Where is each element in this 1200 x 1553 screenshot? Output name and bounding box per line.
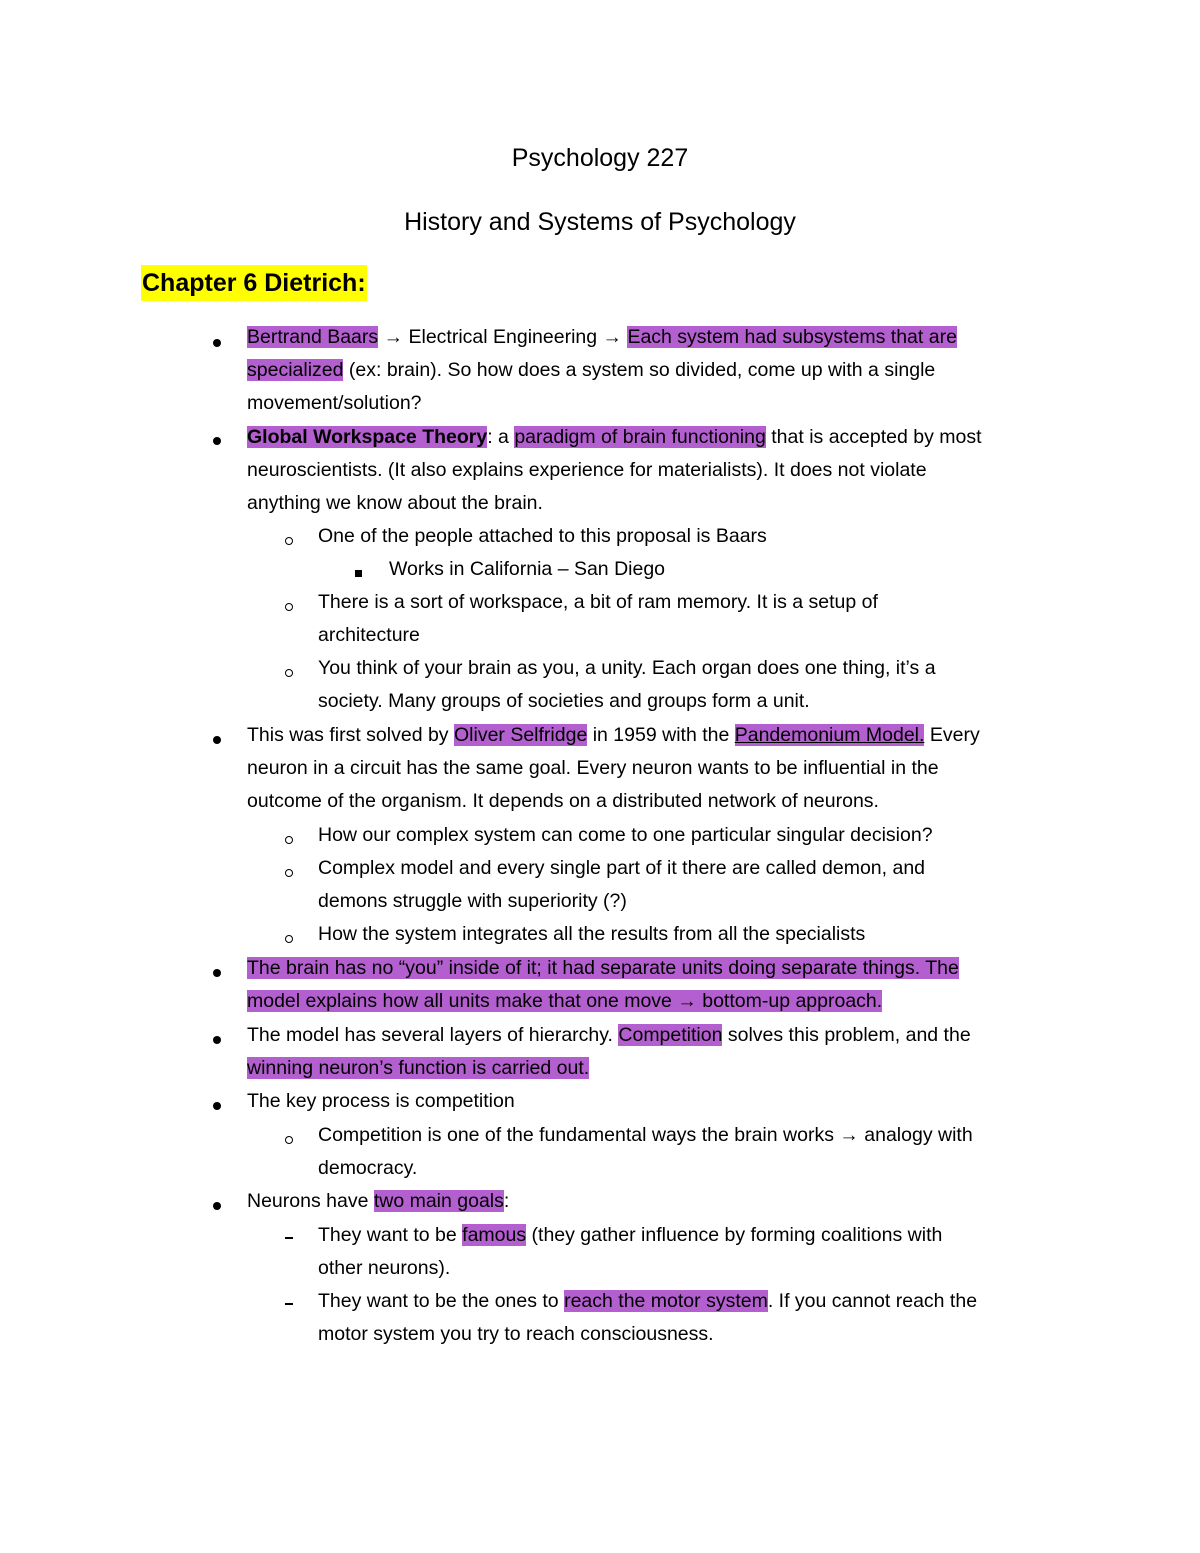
- document-title: Psychology 227: [511, 144, 689, 172]
- bullet-2-line-2: neuroscientists. (It also explains experience for materialists). It does not violate: [247, 459, 927, 481]
- sub-bullet-icon: [285, 836, 293, 844]
- bullet-3-line-3: outcome of the organism. It depends on a distributed network of neurons.: [247, 790, 879, 812]
- bullet-5-line-1: The model has several layers of hierarchy. Competition solves this problem, and the: [247, 1024, 971, 1046]
- bullet-3-line-2: neuron in a circuit has the same goal. Every neuron wants to be influential in the: [247, 757, 939, 779]
- bullet-icon: [213, 1102, 221, 1110]
- sub-bullet-text: How the system integrates all the results from all the specialists: [318, 923, 866, 945]
- bullet-icon: [213, 1036, 221, 1044]
- bullet-1-line-1: Bertrand Baars → Electrical Engineering → Each system had subsystems that are: [247, 326, 957, 348]
- sub-bullet-text-cont: society. Many groups of societies and groups form a unit.: [318, 690, 810, 712]
- bullet-icon: [213, 736, 221, 744]
- bullet-4-line-2: model explains how all units make that one move → bottom-up approach.: [247, 990, 883, 1012]
- sub-bullet-text: One of the people attached to this proposal is Baars: [318, 525, 767, 547]
- bullet-5-line-2: winning neuron’s function is carried out.: [247, 1057, 590, 1079]
- dash-bullet-icon: [285, 1237, 293, 1239]
- sub-bullet-icon: [285, 537, 293, 545]
- document-subtitle: History and Systems of Psychology: [404, 208, 796, 236]
- sub-bullet-text: How our complex system can come to one particular singular decision?: [318, 824, 933, 846]
- bullet-2-line-1: Global Workspace Theory: a paradigm of brain functioning that is accepted by most: [247, 426, 982, 448]
- dash-item-text: They want to be the ones to reach the motor system. If you cannot reach the: [318, 1290, 978, 1312]
- bullet-1-line-3: movement/solution?: [247, 392, 422, 414]
- sub-bullet-icon: [285, 603, 293, 611]
- sub-bullet-icon: [285, 1136, 293, 1144]
- sub-bullet-text-cont: democracy.: [318, 1157, 418, 1179]
- bullet-icon: [213, 339, 221, 347]
- sub-bullet-icon: [285, 869, 293, 877]
- sub-sub-bullet-icon: [355, 570, 362, 577]
- sub-bullet-text: There is a sort of workspace, a bit of ram memory. It is a setup of: [318, 591, 878, 613]
- bullet-icon: [213, 437, 221, 445]
- sub-bullet-text: Complex model and every single part of it there are called demon, and: [318, 857, 926, 879]
- sub-bullet-text: Competition is one of the fundamental ways the brain works → analogy with: [318, 1124, 973, 1146]
- bullet-icon: [213, 1202, 221, 1210]
- sub-bullet-text: You think of your brain as you, a unity. Each organ does one thing, it’s a: [318, 657, 936, 679]
- sub-bullet-icon: [285, 669, 293, 677]
- bullet-7-line-1: Neurons have two main goals:: [247, 1190, 510, 1212]
- bullet-2-line-3: anything we know about the brain.: [247, 492, 543, 514]
- sub-bullet-icon: [285, 935, 293, 943]
- bullet-3-line-1: This was first solved by Oliver Selfridge in 1959 with the Pandemonium Model. Every: [247, 724, 980, 746]
- bullet-icon: [213, 969, 221, 977]
- chapter-heading: Chapter 6 Dietrich:: [141, 265, 367, 301]
- bullet-1-line-2: specialized (ex: brain). So how does a system so divided, come up with a single: [247, 359, 936, 381]
- sub-bullet-text-cont: architecture: [318, 624, 420, 646]
- dash-bullet-icon: [285, 1303, 293, 1305]
- dash-item-text-cont: motor system you try to reach consciousness.: [318, 1323, 714, 1345]
- bullet-4-line-1: The brain has no “you” inside of it; it had separate units doing separate things. The: [247, 957, 959, 979]
- dash-item-text: They want to be famous (they gather influence by forming coalitions with: [318, 1224, 943, 1246]
- dash-item-text-cont: other neurons).: [318, 1257, 451, 1279]
- sub-sub-bullet-text: Works in California – San Diego: [389, 558, 666, 580]
- bullet-6-line-1: The key process is competition: [247, 1090, 515, 1112]
- sub-bullet-text-cont: demons struggle with superiority (?): [318, 890, 627, 912]
